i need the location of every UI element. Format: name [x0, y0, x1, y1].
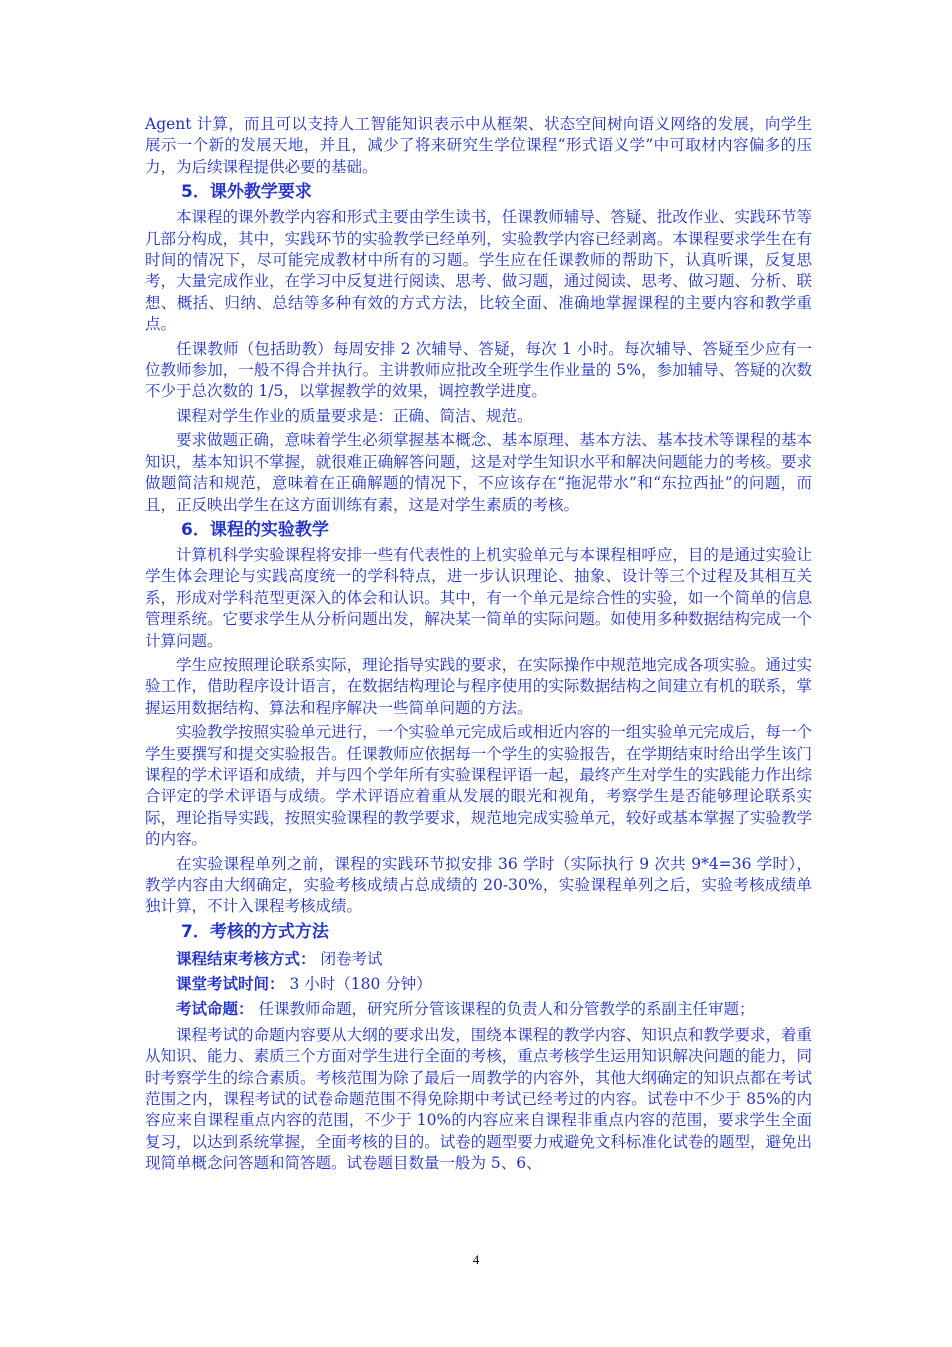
section-7-paragraph: 课程考试的命题内容要从大纲的要求出发，围绕本课程的教学内容、知识点和教学要求，着重从知识、能力、素质三个方面对学生进行全面的考核，重点考核学生运用知识解决问题的能力，同时考察学生的综合素质。考核范围为除了最后一周教学的内容外，其他大纲确定的知识点都在考试范围之内，课程考试的试卷命题范围不得免除期中考试已经考过的内容。试卷中不少于 85%的内容应来自课程重点内容的范围，不少于 10%的内容应来自课程非重点内容的范围，要求学生全面复习，以达到系统掌握，全面考核的目的。试卷的题型要力戒避免文科标准化试卷的题型，避免出现简单概念问答题和简答题。试卷题目数量一般为 5、6、 [145, 1025, 812, 1173]
exam-setting-value: 任课教师命题，研究所分管该课程的负责人和分管教学的系副主任审题； [258, 999, 755, 1018]
section-5-heading: 5．课外教学要求 [181, 182, 312, 203]
exam-setting-label: 考试命题： [176, 999, 254, 1018]
exam-time-value: 3 小时（180 分钟） [289, 974, 432, 993]
exam-time-line [145, 972, 812, 997]
section-6-heading: 6．课程的实验教学 [181, 519, 329, 540]
exam-time-label: 课堂考试时间： [176, 974, 285, 993]
section-7-heading: 7．考核的方式方法 [181, 921, 329, 942]
exam-method-line [145, 947, 812, 972]
section-5-paragraph: 要求做题正确，意味着学生必须掌握基本概念、基本原理、基本方法、基本技术等课程的基本知识，基本知识不掌握，就很难正确解答问题，这是对学生知识水平和解决问题能力的考核。要求做题简洁和规范，意味着在正确解题的情况下，不应该存在“拖泥带水”和“东拉西扯”的问题，而且，正反映出学生在这方面训练有素，这是对学生素质的考核。 [145, 431, 812, 514]
exam-setting-line [145, 997, 812, 1022]
section-6-paragraph: 学生应按照理论联系实际，理论指导实践的要求，在实际操作中规范地完成各项实验。通过实验工作，借助程序设计语言，在数据结构理论与程序使用的实际数据结构之间建立有机的联系，掌握运用数据结构、算法和程序解决一些简单问题的方法。 [145, 655, 812, 717]
exam-method-label: 课程结束考核方式： [176, 949, 316, 968]
section-6-paragraph: 在实验课程单列之前，课程的实践环节拟安排 36 学时（实际执行 9 次共 9*4=36 学时），教学内容由大纲确定，实验考核成绩占总成绩的 20-30%，实验课程单列之后，实验考核成绩单独计算，不计入课程考核成绩。 [145, 854, 812, 916]
section-5-paragraph: 本课程的课外教学内容和形式主要由学生读书，任课教师辅导、答疑、批改作业、实践环节等几部分构成，其中，实践环节的实验教学已经单列，实验教学内容已经剥离。本课程要求学生在有时间的情况下，尽可能完成教材中所有的习题。学生应在任课教师的帮助下，认真听课，反复思考，大量完成作业，在学习中反复进行阅读、思考、做习题，通过阅读、思考、做习题、分析、联想、概括、归纳、总结等多种有效的方式方法，比较全面、准确地掌握课程的主要内容和教学重点。 [145, 208, 812, 334]
section-5-paragraph: 任课教师（包括助教）每周安排 2 次辅导、答疑，每次 1 小时。每次辅导、答疑至少应有一位教师参加，一般不得合并执行。主讲教师应批改全班学生作业量的 5%，参加辅导、答疑的次数不少于总次数的 1/5，以掌握教学的效果，调控教学进度。 [145, 339, 812, 401]
section-5-paragraph: 课程对学生作业的质量要求是：正确、简洁、规范。 [176, 406, 533, 425]
page-body [145, 114, 812, 1175]
intro-paragraph: Agent 计算，而且可以支持人工智能知识表示中从框架、状态空间树向语义网络的发展，向学生展示一个新的发展天地，并且，减少了将来研究生学位课程“形式语义学”中可取材内容偏多的压力，为后续课程提供必要的基础。 [145, 115, 812, 176]
page-number: 4 [472, 1252, 480, 1267]
section-6-paragraph: 计算机科学实验课程将安排一些有代表性的上机实验单元与本课程相呼应，目的是通过实验让学生体会理论与实践高度统一的学科特点，进一步认识理论、抽象、设计等三个过程及其相互关系，形成对学科范型更深入的体会和认识。其中，有一个单元是综合性的实验，如一个简单的信息管理系统。它要求学生从分析问题出发，解决某一简单的实际问题。如使用多种数据结构完成一个计算问题。 [145, 545, 812, 650]
section-6-paragraph: 实验教学按照实验单元进行，一个实验单元完成后或相近内容的一组实验单元完成后，每一个学生要撰写和提交实验报告。任课教师应依据每一个学生的实验报告，在学期结束时给出学生该门课程的学术评语和成绩，并与四个学年所有实验课程评语一起，最终产生对学生的实践能力作出综合评定的学术评语与成绩。学术评语应着重从发展的眼光和视角，考察学生是否能够理论联系实际，理论指导实践，按照实验课程的教学要求，规范地完成实验单元，较好或基本掌握了实验教学的内容。 [145, 723, 812, 849]
exam-method-value: 闭卷考试 [320, 949, 383, 968]
